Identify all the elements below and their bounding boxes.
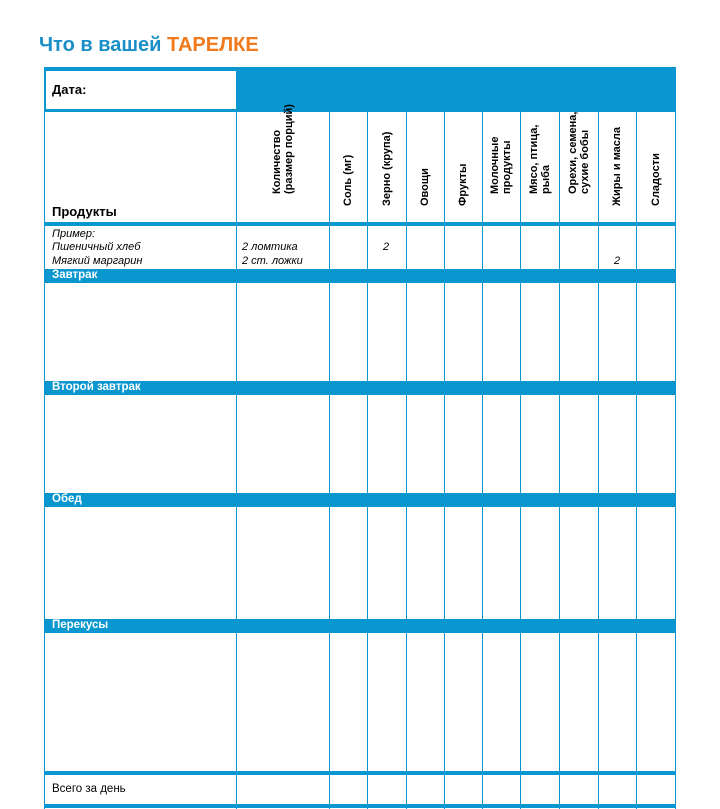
column-header-salt: Соль (мг) — [342, 154, 354, 206]
column-header-fats: Жиры и масла — [611, 126, 623, 206]
products-column-header: Продукты — [52, 204, 117, 219]
date-label: Дата: — [52, 82, 87, 97]
example-amount-2: 2 ст. ложки — [242, 255, 303, 267]
section-label-second-breakfast: Второй завтрак — [52, 381, 141, 393]
total-row-bottom-border — [44, 804, 676, 808]
section-label-lunch: Обед — [52, 493, 82, 505]
column-header-nuts: Орехи, семена, сухие бобы — [566, 111, 591, 194]
title-part-1: Что в вашей — [39, 34, 162, 56]
column-header-fruits: Фрукты — [457, 163, 469, 206]
example-food-1: Пшеничный хлеб — [52, 241, 141, 253]
snacks-entry-area[interactable] — [45, 633, 675, 771]
section-label-breakfast: Завтрак — [52, 269, 98, 281]
page-title — [39, 34, 259, 57]
column-header-dairy: Молочные продукты — [489, 136, 513, 194]
example-food-2: Мягкий маргарин — [52, 255, 143, 267]
column-header-quantity: Количество (размер порций) — [270, 104, 295, 194]
second-breakfast-entry-area[interactable] — [45, 395, 675, 493]
example-amount-1: 2 ломтика — [242, 241, 298, 253]
example-grain-1: 2 — [383, 241, 390, 253]
example-label: Пример: — [52, 228, 96, 240]
table-right-border — [675, 67, 676, 809]
lunch-entry-area[interactable] — [45, 507, 675, 619]
column-header-meat: Мясо, птица, рыба — [527, 124, 552, 194]
section-band-snacks — [44, 619, 676, 633]
total-row-label: Всего за день — [52, 783, 126, 795]
example-fats-2: 2 — [614, 255, 621, 267]
column-header-grain: Зерно (крупа) — [380, 131, 393, 206]
title-part-2: ТАРЕЛКЕ — [167, 34, 259, 56]
section-band-lunch — [44, 493, 676, 507]
column-header-sweets: Сладости — [649, 153, 662, 206]
column-header-vegetables: Овощи — [419, 168, 431, 206]
section-band-breakfast — [44, 269, 676, 283]
header-divider — [44, 222, 676, 226]
section-label-snacks: Перекусы — [52, 619, 109, 631]
total-row-top-border — [44, 771, 676, 775]
breakfast-entry-area[interactable] — [45, 283, 675, 381]
